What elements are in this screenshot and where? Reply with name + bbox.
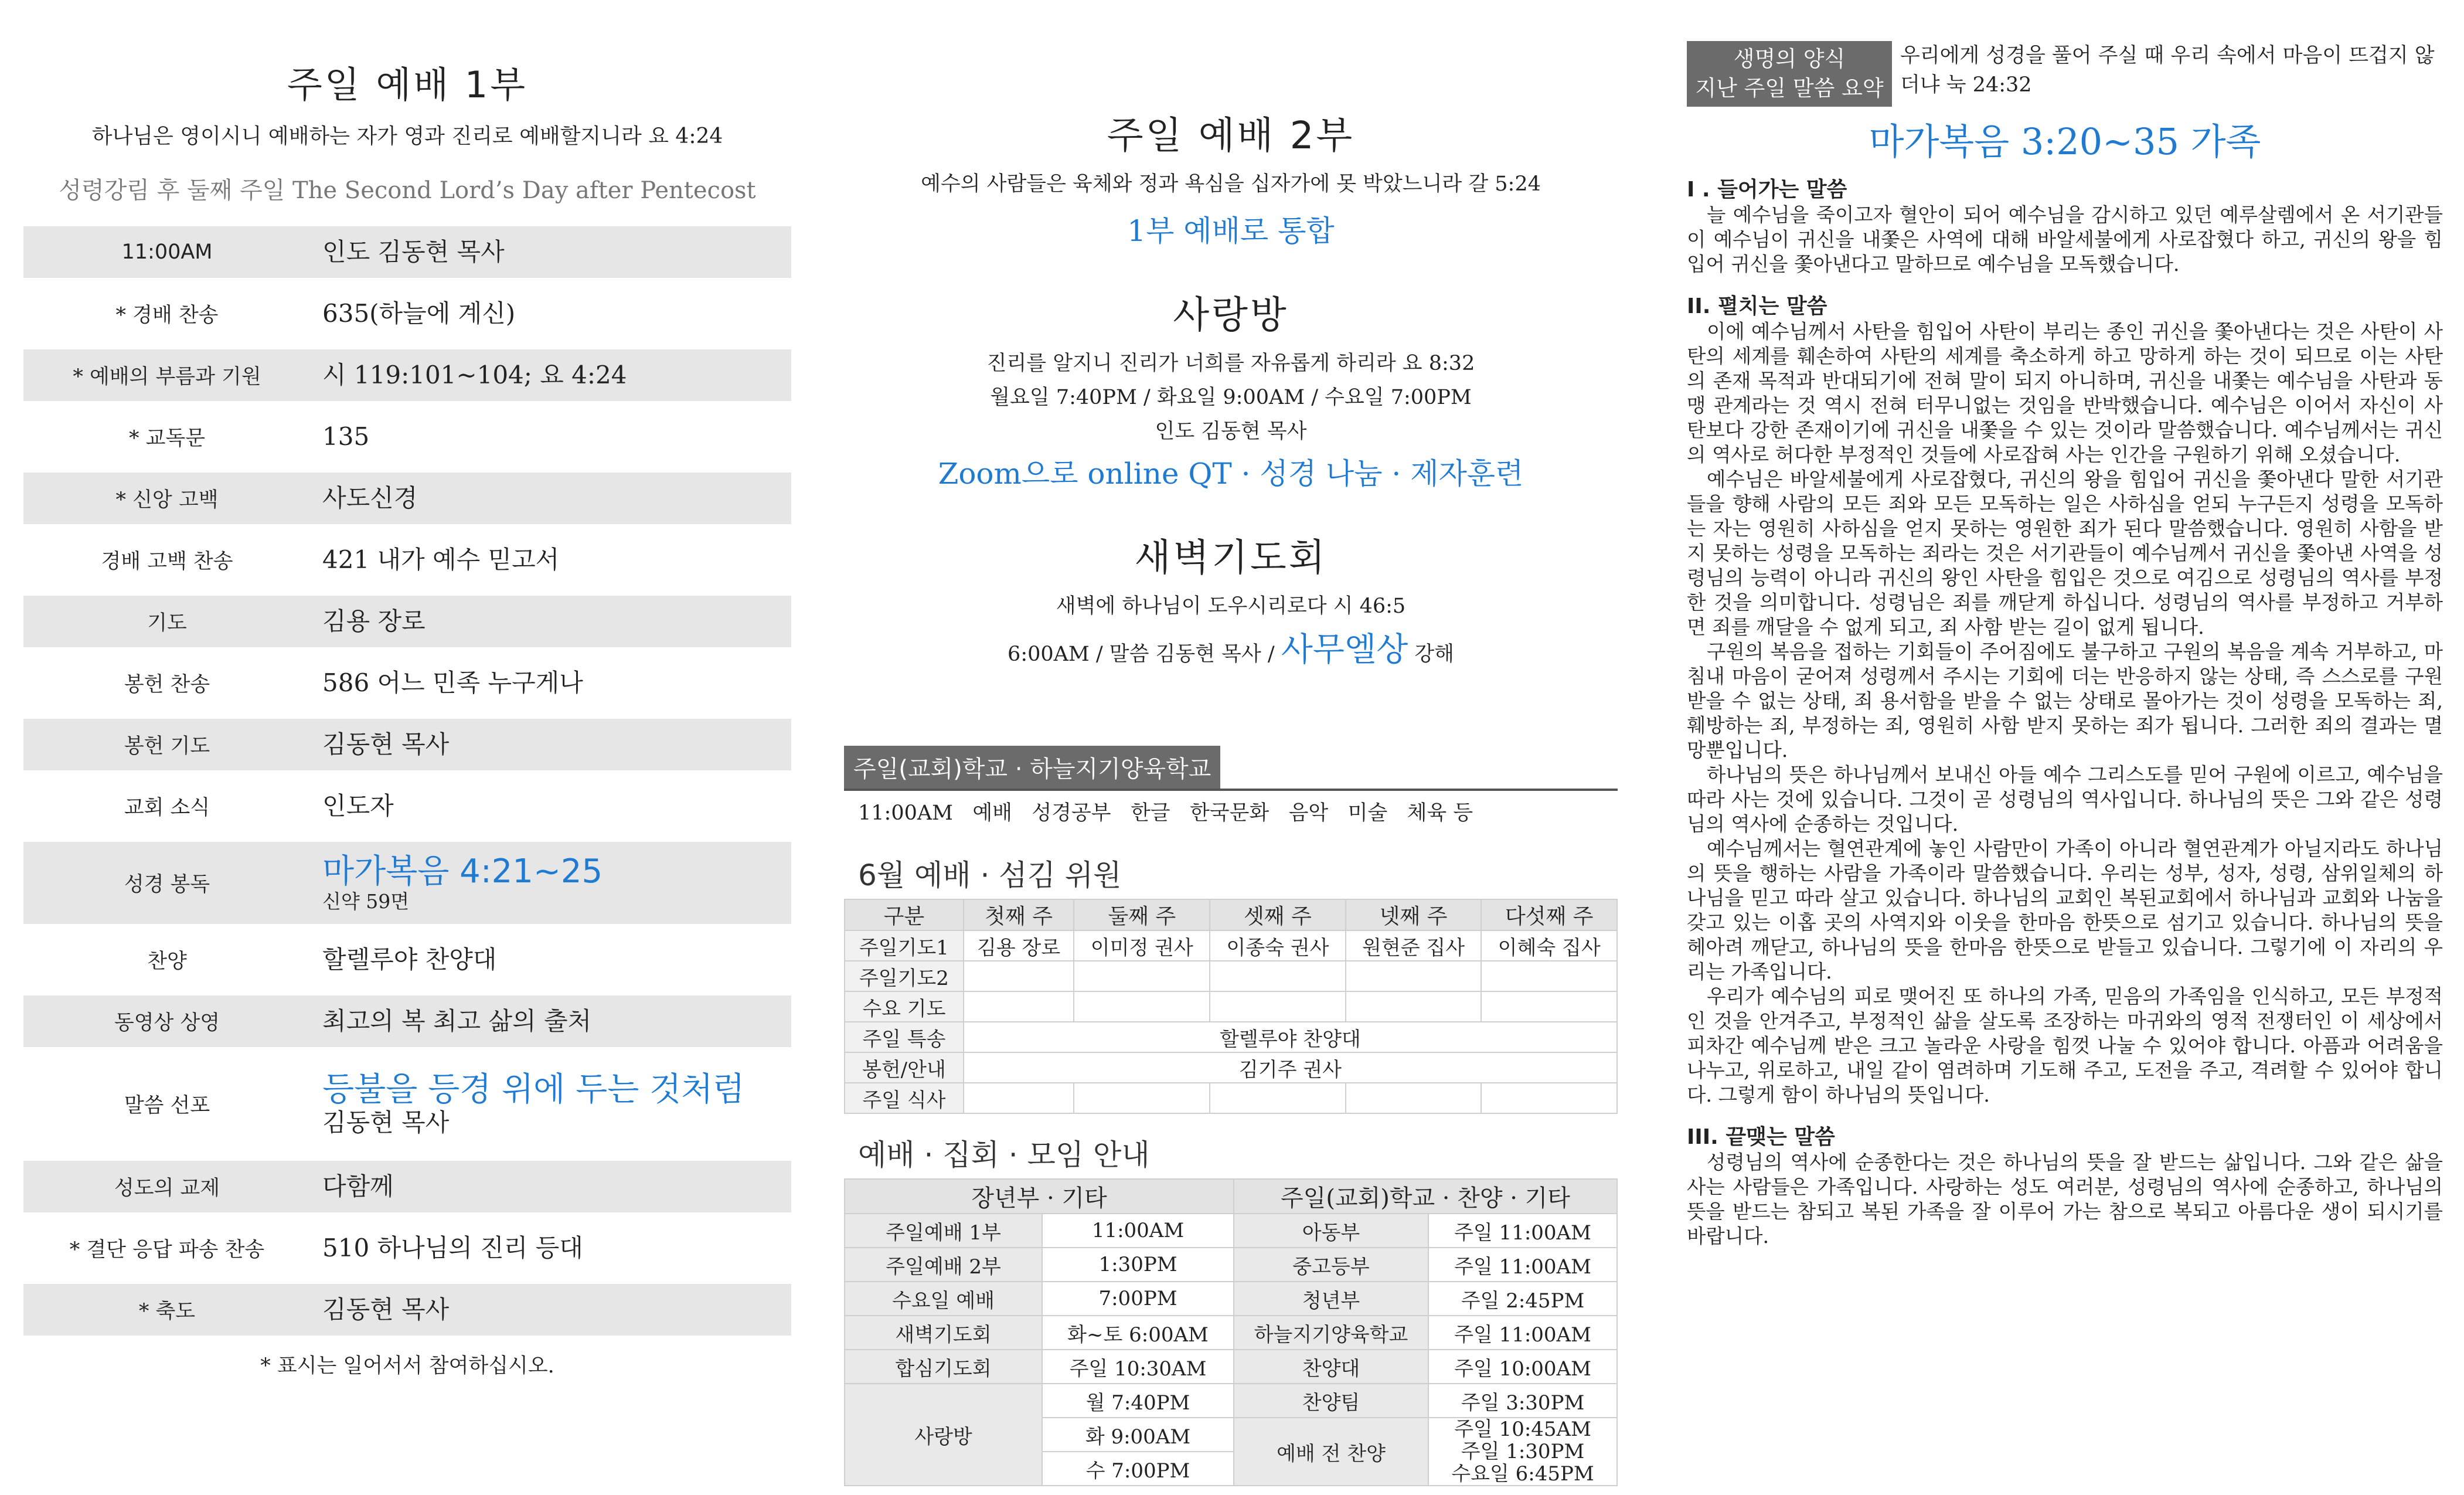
summary-paragraph: 예수님께서는 혈연관계에 놓인 사람만이 가족이 아니라 혈연관계가 아닐지라도 하나님의 뜻을 행하는 사람을 가족이라 말씀했습니다. 우리는 성부, 성자, 성령, 삼위일체의 하나님을 믿고 따라 살고 있습니다. 하나님의 교회인 복된교회에서 하나님과 교회와 나눔을 갖고 있는 이홉 곳의 사역지와 이웃을 한마음 한뜻으로 섬기고 있습니다. 하나님의 뜻을 헤아려 깨닫고, 하나님의 뜻을 한마음 한뜻으로 받들고 있습니다. 그렇기에 이 자리의 우리는 가족입니다.	[1687, 837, 2443, 983]
table-header: 둘째 주	[1074, 899, 1210, 930]
order-label: 찬양	[147, 950, 187, 973]
table-header: 구분	[845, 899, 964, 930]
dawn-prayer-section	[844, 528, 1618, 671]
table-cell	[964, 961, 1074, 991]
order-value: 김동현 목사	[322, 1294, 450, 1324]
order-row	[23, 226, 791, 278]
row-label: 아동부	[1234, 1214, 1428, 1248]
summary-tag-title: 생명의 양식	[1733, 46, 1846, 72]
summary-title: 마가복음 3:20~35 가족	[1869, 120, 2261, 163]
order-of-service	[23, 226, 791, 1336]
order-row	[23, 842, 791, 924]
table-cell: 11:00AM	[1042, 1214, 1234, 1248]
table-header: 주일(교회)학교 · 찬양 · 기타	[1234, 1179, 1617, 1214]
sarangbang-section	[844, 285, 1618, 492]
table-row	[845, 1384, 1617, 1418]
summary-paragraph: 이에 예수님께서 사탄을 힘입어 사탄이 부리는 종인 귀신을 쫓아낸다는 것은 사탄이 사탄의 세계를 훼손하여 사탄의 세계를 축소하게 하고 망하게 하는 것이 되므로 이는 사탄의 존재 목적과 반대되기에 전혀 말이 되지 아니하며, 귀신을 내쫓는 예수님을 사탄과 동맹 관계라는 것 역시 전혀 터무니없는 것임을 반박했습니다. 예수님은 이어서 자신이 사탄보다 강한 존재이기에 귀신을 내쫓을 수 있는 것이라 말씀했습니다. 예수님께서는 귀신의 역사로 허다한 부정적인 것들에 사로잡혀 사는 인간을 구원하기 위해 오셨습니다.	[1687, 320, 2443, 466]
table-cell	[1428, 1418, 1617, 1486]
order-value: 김용 장로	[322, 606, 426, 636]
table-cell	[1074, 1083, 1210, 1113]
pre-service-time: 주일 10:45AM	[1454, 1418, 1591, 1441]
table-cell: 이종숙 권사	[1210, 930, 1346, 961]
order-row	[23, 1161, 791, 1212]
section-heading: II. 펼치는 말씀	[1687, 294, 1827, 318]
order-label: 동영상 상영	[114, 1011, 220, 1035]
table-cell: 주일 3:30PM	[1428, 1384, 1617, 1418]
order-value: 할렐루야 찬양대	[322, 944, 497, 974]
order-row	[23, 1222, 791, 1274]
order-value: 시 119:101~104; 요 4:24	[322, 360, 627, 389]
row-label: 주일기도1	[845, 930, 964, 961]
order-label: 성도의 교제	[114, 1177, 220, 1200]
summary-paragraph: 늘 예수님을 죽이고자 혈안이 되어 예수님을 감시하고 있던 예루살렘에서 온 서기관들이 예수님이 귀신을 내쫓은 사역에 대해 바알세불에게 사로잡혔다 하고, 귀신의 왕을 힘입어 귀신을 쫓아낸다고 말하므로 예수님을 모독했습니다.	[1687, 203, 2443, 276]
order-value: 586 어느 민족 누구게나	[322, 668, 583, 697]
table-cell	[1074, 991, 1210, 1022]
sarangbang-leader: 인도 김동현 목사	[1155, 420, 1307, 443]
order-value: 인도 김동현 목사	[322, 237, 505, 266]
table-cell: 이혜숙 집사	[1481, 930, 1617, 961]
order-row	[23, 1057, 791, 1151]
order-row	[23, 596, 791, 647]
meetings-title: 예배 · 집회 · 모임 안내	[858, 1138, 1150, 1172]
summary-header	[1687, 41, 2443, 107]
table-row	[845, 1248, 1617, 1282]
table-cell	[1346, 1083, 1482, 1113]
service1-subtitle: 성령강림 후 둘째 주일 The Second Lord’s Day after Pentecost	[59, 177, 756, 204]
row-label: 하늘지기양육학교	[1234, 1316, 1428, 1350]
order-label: * 결단 응답 파송 찬송	[69, 1238, 265, 1262]
order-value: 510 하나님의 진리 등대	[322, 1233, 583, 1262]
order-row	[23, 534, 791, 586]
order-value-block	[311, 1071, 744, 1137]
table-cell: 주일 10:00AM	[1428, 1350, 1617, 1384]
row-label: 새벽기도회	[845, 1316, 1042, 1350]
row-label: 청년부	[1234, 1282, 1428, 1316]
table-row	[845, 1052, 1617, 1083]
table-cell: 원현준 집사	[1346, 930, 1482, 961]
order-label: 11:00AM	[121, 240, 213, 264]
sermon-preacher: 김동현 목사	[322, 1108, 450, 1137]
table-cell: 김용 장로	[964, 930, 1074, 961]
row-label: 수요일 예배	[845, 1282, 1042, 1316]
table-cell: 주일 11:00AM	[1428, 1214, 1617, 1248]
table-cell: 주일 10:30AM	[1042, 1350, 1234, 1384]
table-cell: 7:00PM	[1042, 1282, 1234, 1316]
row-label: 찬양팀	[1234, 1384, 1428, 1418]
row-label: 사랑방	[845, 1384, 1042, 1486]
table-cell: 이미정 권사	[1074, 930, 1210, 961]
table-header: 셋째 주	[1210, 899, 1346, 930]
table-cell	[1210, 1083, 1346, 1113]
order-row	[23, 1284, 791, 1336]
order-label: * 교독문	[128, 427, 206, 450]
june-committee-section	[844, 852, 1618, 1114]
sarangbang-highlight: Zoom으로 online QT · 성경 나눔 · 제자훈련	[938, 457, 1524, 491]
table-cell	[1210, 991, 1346, 1022]
dawn-title: 새벽기도회	[1134, 536, 1328, 580]
row-label: 중고등부	[1234, 1248, 1428, 1282]
table-cell: 월 7:40PM	[1042, 1384, 1234, 1418]
row-label: 주일예배 2부	[845, 1248, 1042, 1282]
order-label: 기도	[147, 611, 187, 635]
table-row	[845, 1083, 1617, 1113]
service2-title: 주일 예배 2부	[1107, 114, 1355, 158]
table-cell-span: 할렐루야 찬양대	[964, 1022, 1617, 1052]
table-row	[845, 1282, 1617, 1316]
row-label: 합심기도회	[845, 1350, 1042, 1384]
scripture-page: 신약 59면	[322, 890, 410, 913]
order-label: 교회 소식	[124, 796, 210, 820]
summary-tag-subtitle: 지난 주일 말씀 요약	[1695, 76, 1884, 101]
table-cell	[1481, 961, 1617, 991]
pre-service-time: 주일 1:30PM	[1461, 1440, 1585, 1463]
order-label: * 경배 찬송	[115, 304, 219, 327]
school-section	[844, 746, 1618, 826]
divider	[844, 789, 1618, 791]
sermon-title: 등불을 등경 위에 두는 것처럼	[322, 1070, 745, 1109]
table-cell	[1481, 1083, 1617, 1113]
table-cell	[1346, 991, 1482, 1022]
sarangbang-title: 사랑방	[1173, 294, 1289, 337]
order-label: 성경 봉독	[124, 873, 210, 896]
order-row	[23, 657, 791, 709]
order-label: 말씀 선포	[124, 1094, 210, 1117]
table-cell	[1074, 961, 1210, 991]
summary-tag	[1687, 41, 1892, 107]
order-value: 김동현 목사	[322, 729, 450, 759]
table-row	[845, 1316, 1617, 1350]
summary-paragraph: 우리가 예수님의 피로 맺어진 또 하나의 가족, 믿음의 가족임을 인식하고, 모든 부정적인 것을 안겨주고, 부정적인 삶을 살도록 조장하는 마귀와의 영적 전쟁터인 이 세상에서 피차간 예수님께 받은 크고 놀라운 사랑을 힘껏 나눌 수 있어야 합니다. 아픔과 어려움을 나누고, 위로하고, 내일 같이 염려하며 기도해 주고, 도전을 주고, 격려할 수 있어야 합니다. 그렇게 함이 하나님의 뜻입니다.	[1687, 985, 2443, 1106]
order-value: 다함께	[322, 1171, 394, 1201]
june-title: 6월 예배 · 섬김 위원	[858, 858, 1122, 892]
table-row	[845, 991, 1617, 1022]
june-committee-table	[844, 899, 1618, 1114]
order-label: * 축도	[138, 1300, 196, 1323]
section-heading: I . 들어가는 말씀	[1687, 178, 1847, 202]
summary-paragraph: 구원의 복음을 접하는 기회들이 주어짐에도 불구하고 구원의 복음을 계속 거부하고, 마침내 마음이 굳어져 성령께서 주시는 기회에 더는 반응하지 않는 상태, 즉 스스로를 구원받을 수 없는 상태, 죄 용서함을 받을 수 없는 상태로 몰아가는 것이 성령을 모독하는 죄, 훼방하는 죄, 부정하는 죄, 영원히 사함 받지 못하는 죄가 됩니다. 그러한 죄의 결과는 멸망뿐입니다.	[1687, 640, 2443, 762]
order-row	[23, 473, 791, 524]
row-label: 주일 특송	[845, 1022, 964, 1052]
order-row	[23, 349, 791, 401]
sermon-summary-column	[1687, 41, 2443, 1249]
table-cell: 1:30PM	[1042, 1248, 1234, 1282]
row-label: 찬양대	[1234, 1350, 1428, 1384]
meetings-section	[844, 1132, 1618, 1486]
table-cell: 화~토 6:00AM	[1042, 1316, 1234, 1350]
order-row	[23, 934, 791, 986]
table-cell	[964, 1083, 1074, 1113]
order-label: * 신앙 고백	[115, 488, 219, 512]
school-header: 주일(교회)학교 · 하늘지기양육학교	[844, 746, 1220, 789]
summary-paragraph: 예수님은 바알세불에게 사로잡혔다, 귀신의 왕을 힘입어 귀신을 쫓아낸다 말한 서기관들을 향해 사람의 모든 죄와 모든 모독하는 일은 사하심을 얻되 누구든지 성령을 모독하는 자는 영원히 사하심을 얻지 못하는 영원한 죄가 된다 말씀했습니다. 영원히 사함을 받지 못하는 성령을 모독하는 죄라는 것은 서기관들이 예수님께서 귀신을 쫓아낸 사역을 성령님의 능력이 아니라 귀신의 왕인 사탄을 힘입은 것으로 여김으로 성령님의 역사를 부정한 것을 의미합니다. 성령님은 죄를 깨닫게 하십니다. 성령님의 역사를 부정하고 거부하면 죄를 깨달을 수 없게 되고, 죄 사함 받는 길이 없게 됩니다.	[1687, 468, 2443, 638]
row-label: 주일기도2	[845, 961, 964, 991]
dawn-time: 6:00AM / 말씀 김동현 목사 /	[1008, 643, 1275, 666]
dawn-verse: 새벽에 하나님이 도우시리로다 시 46:5	[1056, 594, 1406, 618]
order-value: 421 내가 예수 믿고서	[322, 545, 560, 574]
dawn-schedule	[844, 624, 1618, 671]
row-label: 봉헌/안내	[845, 1052, 964, 1083]
order-value: 인도자	[322, 791, 394, 820]
service1-verse: 하나님은 영이시니 예배하는 자가 영과 진리로 예배할지니라 요 4:24	[91, 124, 723, 148]
table-cell	[964, 991, 1074, 1022]
table-cell	[1210, 961, 1346, 991]
dawn-book: 사무엘상	[1281, 631, 1408, 669]
service2-verse: 예수의 사람들은 육체와 정과 욕심을 십자가에 못 박았느니라 갈 5:24	[921, 172, 1541, 196]
table-cell: 수 7:00PM	[1042, 1452, 1234, 1486]
table-row	[845, 1350, 1617, 1384]
service1-title: 주일 예배 1부	[287, 63, 528, 106]
order-label: * 예배의 부름과 기원	[73, 365, 261, 389]
sarangbang-times: 월요일 7:40PM / 화요일 9:00AM / 수요일 7:00PM	[990, 386, 1472, 409]
order-value-block	[311, 853, 603, 913]
table-cell-span: 김기주 권사	[964, 1052, 1617, 1083]
order-value: 635(하늘에 계신)	[322, 298, 516, 328]
table-header: 장년부 · 기타	[845, 1179, 1234, 1214]
order-value: 사도신경	[322, 483, 418, 512]
table-row	[845, 961, 1617, 991]
service2-note: 1부 예배로 통합	[1127, 214, 1335, 248]
table-row	[845, 930, 1617, 961]
service2-section	[844, 106, 1618, 250]
table-cell: 주일 11:00AM	[1428, 1248, 1617, 1282]
order-row	[23, 719, 791, 770]
pre-service-time: 수요일 6:45PM	[1451, 1462, 1594, 1486]
order-value: 최고의 복 최고 삶의 출처	[322, 1006, 592, 1035]
table-header: 첫째 주	[964, 899, 1074, 930]
table-cell: 화 9:00AM	[1042, 1418, 1234, 1452]
table-cell: 주일 2:45PM	[1428, 1282, 1617, 1316]
order-label: 경배 고백 찬송	[101, 550, 233, 573]
school-line: 11:00AM 예배 성경공부 한글 한국문화 음악 미술 체육 등	[858, 801, 1473, 825]
table-cell	[1346, 961, 1482, 991]
dawn-suffix: 강해	[1414, 643, 1454, 666]
stand-note: * 표시는 일어서서 참여하십시오.	[260, 1354, 554, 1378]
summary-paragraph: 하나님의 뜻은 하나님께서 보내신 아들 예수 그리스도를 믿어 구원에 이르고, 예수님을 따라 사는 것에 있습니다. 그것이 곧 성령님의 역사입니다. 하나님의 뜻은 그와 같은 성령님의 역사에 순종하는 것입니다.	[1687, 763, 2443, 835]
announcements-column	[844, 0, 1618, 1486]
row-label: 수요 기도	[845, 991, 964, 1022]
table-row	[845, 1022, 1617, 1052]
service1-section	[23, 56, 791, 1379]
row-label: 주일예배 1부	[845, 1214, 1042, 1248]
order-row	[23, 780, 791, 832]
order-label: 봉헌 기도	[124, 735, 210, 758]
summary-paragraph: 성령님의 역사에 순종한다는 것은 하나님의 뜻을 잘 받드는 삶입니다. 그와 같은 삶을 사는 사람들은 가족입니다. 사랑하는 성도 여러분, 성령님의 역사에 순종하고, 하나님의 뜻을 받드는 참되고 복된 가족을 잘 이루어 가는 참으로 복되고 아름다운 생이 되시기를 바랍니다.	[1687, 1151, 2443, 1248]
order-row	[23, 995, 791, 1047]
order-row	[23, 411, 791, 463]
order-label: 봉헌 찬송	[124, 673, 210, 696]
order-row	[23, 288, 791, 339]
section-heading: III. 끝맺는 말씀	[1687, 1125, 1835, 1149]
table-header: 넷째 주	[1346, 899, 1482, 930]
scripture-reading: 마가복음 4:21~25	[322, 852, 603, 891]
order-value: 135	[322, 422, 370, 451]
table-cell	[1481, 991, 1617, 1022]
table-row	[845, 1214, 1617, 1248]
sarangbang-verse: 진리를 알지니 진리가 너희를 자유롭게 하리라 요 8:32	[986, 352, 1475, 375]
row-label: 예배 전 찬양	[1234, 1418, 1428, 1486]
table-cell: 주일 11:00AM	[1428, 1316, 1617, 1350]
table-header: 다섯째 주	[1481, 899, 1617, 930]
meetings-table	[844, 1178, 1618, 1486]
summary-quote: 우리에게 성경을 풀어 주실 때 우리 속에서 마음이 뜨겁지 않더냐 눅 24:32	[1900, 44, 2435, 97]
row-label: 주일 식사	[845, 1083, 964, 1113]
